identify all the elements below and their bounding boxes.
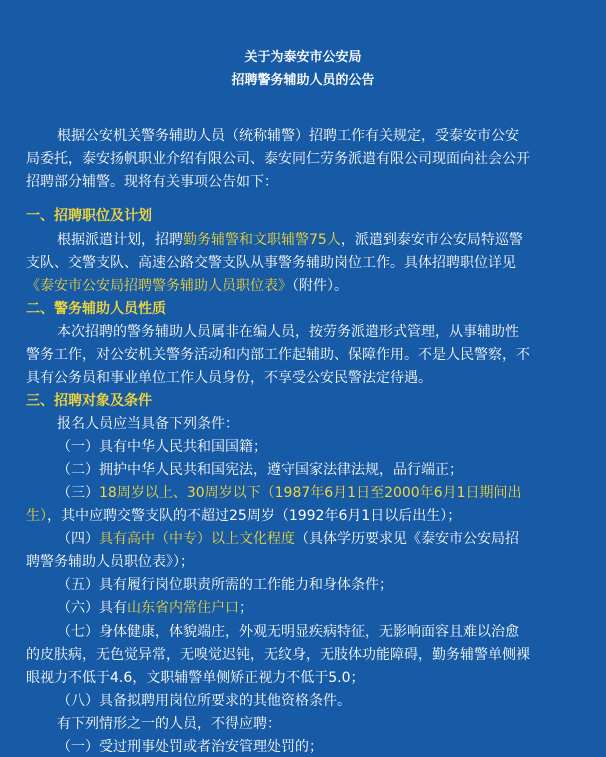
condition-3-line-1 bbox=[57, 483, 606, 503]
section3-lead: 报名人员应当具备下列条件： bbox=[57, 416, 239, 432]
condition-8: （八）具备拟聘用岗位所要求的其他资格条件。 bbox=[57, 693, 351, 709]
c3-age-highlight-end: 生） bbox=[26, 508, 47, 524]
disqualification-lead: 有下列情形之一的人员，不得应聘： bbox=[57, 716, 281, 732]
intro-line-2: 局委托，泰安扬帆职业介绍有限公司、泰安同仁劳务派遣有限公司现面向社会公开 bbox=[26, 151, 530, 167]
condition-2: （二）拥护中华人民共和国宪法，遵守国家法律法规，品行端正； bbox=[57, 462, 463, 478]
condition-7-line-3: 眼视力不低于4.6，文职辅警单侧矫正视力不低于5.0； bbox=[26, 670, 365, 686]
condition-7-line-2: 的皮肤病，无色觉异常，无嗅觉迟钝，无纹身，无肢体功能障碍，勤务辅警单侧裸 bbox=[26, 647, 530, 663]
doc-title-line2: 招聘警务辅助人员的公告 bbox=[231, 73, 375, 88]
condition-6 bbox=[57, 598, 606, 618]
doc-title-line1: 关于为泰安市公安局 bbox=[244, 50, 362, 65]
s1-text: （附件）。 bbox=[292, 278, 348, 294]
condition-1: （一）具有中华人民共和国国籍； bbox=[57, 439, 267, 455]
s1-position-table-link: 《泰安市公安局招聘警务辅助人员职位表》 bbox=[26, 278, 292, 294]
c4-education-highlight: 具有高中（中专）以上文化程度 bbox=[99, 531, 295, 547]
c6-suffix: ； bbox=[239, 600, 253, 616]
condition-7-line-1: （七）身体健康，体貌端庄，外观无明显疾病特征，无影响面容且难以治愈 bbox=[57, 624, 519, 640]
section3-heading: 三、招聘对象及条件 bbox=[26, 393, 152, 409]
section1-heading: 一、招聘职位及计划 bbox=[26, 208, 152, 224]
c3-text: ，其中应聘交警支队的不超过25周岁（1992年6月1日以后出生）； bbox=[47, 508, 462, 524]
c6-residence-highlight: 山东省内常住户口 bbox=[127, 600, 239, 616]
section2-line-3: 具有公务员和事业单位工作人员身份，不享受公安民警法定待遇。 bbox=[26, 370, 432, 386]
condition-4-line-2: 聘警务辅助人员职位表》）； bbox=[26, 554, 194, 570]
intro-line-1: 根据公安机关警务辅助人员（统称辅警）招聘工作有关规定，受泰安市公安 bbox=[57, 128, 519, 144]
condition-3-line-2 bbox=[26, 506, 581, 526]
c3-prefix: （三） bbox=[57, 485, 99, 501]
c4-text: （具体学历要求见《泰安市公安局招 bbox=[295, 531, 519, 547]
section1-line-2: 支队、交警支队、高速公路交警支队从事警务辅助岗位工作。具体招聘职位详见 bbox=[26, 255, 516, 271]
section1-line-1 bbox=[57, 230, 606, 250]
intro-line-3: 招聘部分辅警。现将有关事项公告如下： bbox=[26, 174, 278, 190]
c4-prefix: （四） bbox=[57, 531, 99, 547]
s1-text: ，派遣到泰安市公安局特巡警 bbox=[340, 232, 523, 248]
condition-5: （五）具有履行岗位职责所需的工作能力和身体条件； bbox=[57, 577, 393, 593]
disqualification-1: （一）受过刑事处罚或者治安管理处罚的； bbox=[57, 739, 323, 755]
s1-highlight-positions: 勤务辅警和文职辅警75人 bbox=[183, 232, 341, 248]
section2-line-2: 警务工作，对公安机关警务活动和内部工作起辅助、保障作用。不是人民警察，不 bbox=[26, 347, 530, 363]
section2-line-1: 本次招聘的警务辅助人员属非在编人员，按劳务派遣形式管理，从事辅助性 bbox=[57, 324, 519, 340]
section2-heading: 二、警务辅助人员性质 bbox=[26, 301, 166, 317]
c6-prefix: （六）具有 bbox=[57, 600, 127, 616]
condition-4-line-1 bbox=[57, 529, 606, 549]
section1-line-3 bbox=[26, 276, 581, 296]
c3-age-highlight: 18周岁以上、30周岁以下（1987年6月1日至2000年6月1日期间出 bbox=[99, 485, 522, 501]
s1-text: 根据派遣计划，招聘 bbox=[57, 232, 183, 248]
